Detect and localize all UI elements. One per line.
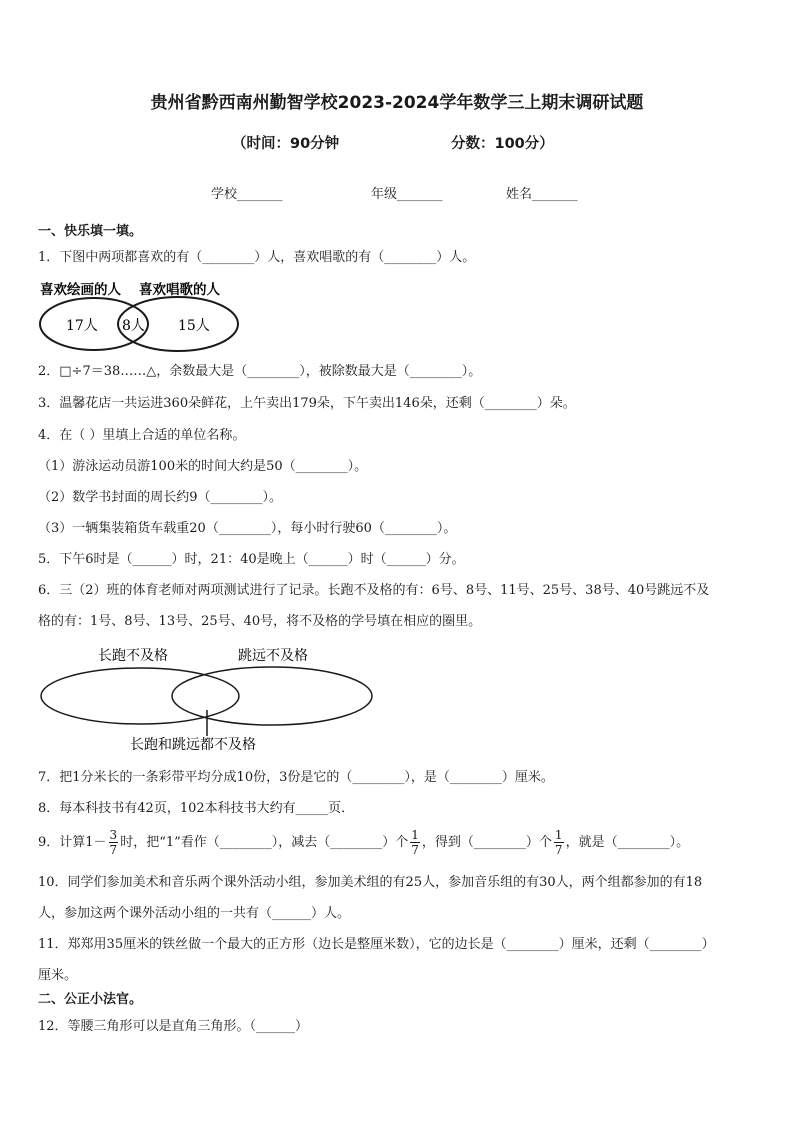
school-field[interactable]: 学校_______ [211, 187, 283, 202]
q9-part-4: ，就是（________）。 [565, 835, 690, 850]
time-limit: （时间：90分钟 [232, 136, 340, 152]
question-8: 8．每本科技书有42页，102本科技书大约有_____页． [38, 801, 355, 816]
venn-label-painting: 喜欢绘画的人 [40, 282, 121, 298]
question-10-line-2: 人，参加这两个课外活动小组的一共有（______）人。 [38, 906, 351, 921]
venn-diagram-hobbies [36, 276, 246, 358]
question-4-part-2: （2）数学书封面的周长约9（________）。 [38, 490, 283, 505]
question-10-line-1: 10．同学们参加美术和音乐两个课外活动小组，参加美术组的有25人，参加音乐组的有30人，两个组都参加的有18 [38, 875, 703, 890]
q9-part-2: 时，把“1”看作（________），减去（________）个 [120, 835, 409, 850]
page-title: 贵州省黔西南州勤智学校2023-2024学年数学三上期末调研试题 [150, 93, 644, 113]
fraction-1-7-b: $\frac{1}{7}$ [554, 828, 563, 857]
total-score: 分数：100分） [451, 136, 554, 152]
name-field[interactable]: 姓名_______ [506, 187, 578, 202]
question-6-line-2: 格的有：1号、8号、13号、25号、40号，将不及格的学号填在相应的圈里。 [38, 614, 482, 629]
venn-label-singing: 喜欢唱歌的人 [139, 282, 220, 298]
fraction-1-7-a: $\frac{1}{7}$ [411, 828, 419, 857]
question-11-line-2: 厘米。 [38, 968, 78, 983]
question-12: 12．等腰三角形可以是直角三角形。（______） [38, 1019, 309, 1034]
question-5: 5．下午6时是（______）时，21：40是晚上（______）时（______）分。 [38, 552, 465, 567]
fraction-3-7: $\frac{3}{7}$ [109, 828, 118, 857]
question-11-line-1: 11．郑郑用35厘米的铁丝做一个最大的正方形（边长是整厘米数），它的边长是（________）厘米，还剩（________） [38, 937, 715, 952]
q9-part-1: 9．计算1－ [38, 835, 107, 850]
section-1-heading: 一、快乐填一填。 [38, 224, 143, 239]
question-4-part-3: （3）一辆集装箱货车载重20（________），每小时行驶60（________）。 [38, 521, 457, 536]
grade-field[interactable]: 年级_______ [371, 187, 443, 202]
venn-count-singing-only: 15人 [178, 318, 210, 334]
question-4-part-1: （1）游泳运动员游100米的时间大约是50（________）。 [38, 459, 368, 474]
question-1: 1．下图中两项都喜欢的有（________）人，喜欢唱歌的有（________）人。 [38, 250, 476, 265]
question-9 [38, 828, 689, 857]
venn-label-long-run: 长跑不及格 [98, 648, 168, 664]
venn-circle-long-jump [172, 667, 372, 725]
venn-circle-long-run [41, 668, 239, 724]
question-7: 7．把1分米长的一条彩带平均分成10份，3份是它的（________），是（________）厘米。 [38, 770, 554, 785]
venn-label-both: 长跑和跳远都不及格 [130, 737, 256, 753]
question-4: 4．在（ ）里填上合适的单位名称。 [38, 428, 246, 443]
venn-label-long-jump: 跳远不及格 [238, 648, 308, 664]
question-6-line-1: 6．三（2）班的体育老师对两项测试进行了记录。长跑不及格的有：6号、8号、11号、25号、38号、40号跳远不及 [38, 583, 710, 598]
venn-count-both: 8人 [122, 318, 145, 334]
question-3: 3．温馨花店一共运进360朵鲜花，上午卖出179朵，下午卖出146朵，还剩（________）朵。 [38, 396, 576, 411]
venn-count-painting-only: 17人 [66, 318, 98, 334]
question-2: 2．□÷7＝38……△，余数最大是（________），被除数最大是（________）。 [38, 364, 482, 379]
venn-diagram-failures [38, 642, 378, 758]
section-2-heading: 二、公正小法官。 [38, 992, 143, 1007]
q9-part-3: ，得到（________）个 [421, 835, 552, 850]
